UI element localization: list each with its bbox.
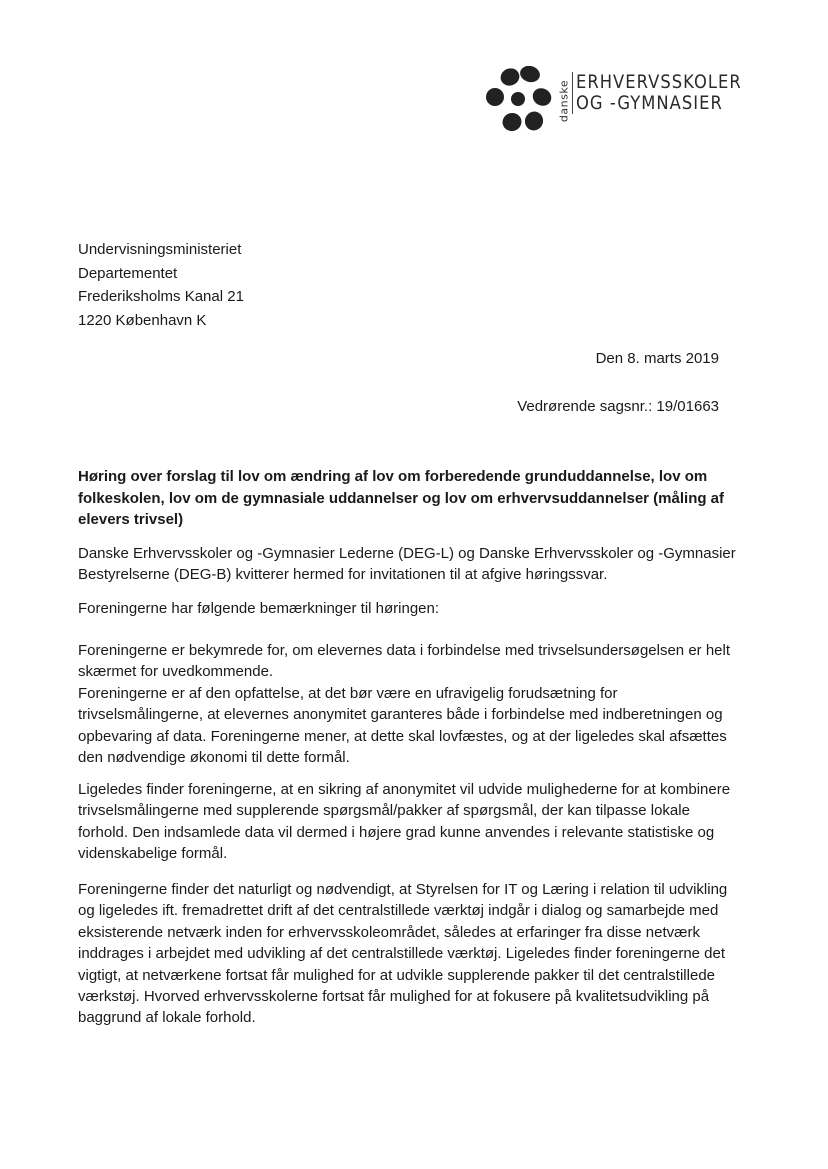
letter-date: Den 8. marts 2019 bbox=[595, 350, 719, 367]
paragraph-text: Foreningerne finder det naturligt og nødvendigt, at Styrelsen for IT og Læring i relation til udvikling og ligeledes ift. fremadrettet drift af det centralstillede værktøj indgår i dialog og samarbejde med eksisterende netværk inden for erhvervsskoleområdet, således at erfaringer fra disse netværk inddrages i arbejdet med udvikling af det centralstillede værktøj. Ligeledes finder foreningerne det vigtigt, at netværkene fortsat får mulighed for at udvikle supplerende pakker til det centralstillede værkstøj. Hvorved erhvervsskolerne fortsat får mulighed for at fokusere på kvalitetsudvikling på baggrund af lokale forhold. bbox=[78, 881, 728, 1027]
paragraph-text: Foreningerne har følgende bemærkninger til høringen: bbox=[78, 600, 440, 617]
logo-small-text: danske bbox=[557, 79, 571, 123]
intro-paragraph bbox=[78, 543, 738, 586]
case-reference: Vedrørende sagsnr.: 19/01663 bbox=[517, 398, 719, 415]
logo-line-2: OG -GYMNASIER bbox=[576, 92, 723, 114]
paragraph-text: Ligeledes finder foreningerne, at en sikring af anonymitet vil udvide mulighederne for at kombinere trivselsmålingerne med supplerende spørgsmål/pakker af spørgsmål, der kan tilpasse lokale forhold. Den indsamlede data vil dermed i højere grad kunne anvendes i relevante statistiske og videnskabelige formål. bbox=[78, 781, 731, 863]
address-line: Undervisningsministeriet bbox=[78, 241, 242, 258]
concern-paragraph bbox=[78, 640, 738, 768]
remarks-lead-paragraph bbox=[78, 598, 738, 619]
paragraph-text: Foreningerne er bekymrede for, om elevernes data i forbindelse med trivselsundersøgelsen er helt skærmet for uvedkommende. bbox=[78, 642, 731, 681]
address-line: Frederiksholms Kanal 21 bbox=[78, 288, 244, 305]
dialogue-paragraph bbox=[78, 879, 738, 1029]
anonymity-paragraph bbox=[78, 779, 738, 865]
recipient-address bbox=[78, 238, 244, 332]
paragraph-text: Danske Erhvervsskoler og -Gymnasier Lederne (DEG-L) og Danske Erhvervsskoler og -Gymnasier Bestyrelserne (DEG-B) kvitterer hermed for invitationen til at afgive høringssvar. bbox=[78, 545, 736, 584]
logo-divider bbox=[572, 72, 573, 114]
flower-petals-icon bbox=[484, 66, 556, 136]
letter-subject: Høring over forslag til lov om ændring af lov om forberedende grunduddannelse, lov om folkeskolen, lov om de gymnasiale uddannelser og lov om erhvervsuddannelser (måling af elevers trivsel) bbox=[78, 468, 725, 528]
address-line: Departementet bbox=[78, 264, 178, 282]
organization-logo bbox=[484, 66, 744, 136]
address-line: 1220 København K bbox=[78, 311, 207, 329]
logo-line-1: ERHVERVSSKOLER bbox=[576, 71, 742, 93]
paragraph-text: Foreningerne er af den opfattelse, at det bør være en ufravigelig forudsætning for trivselsmålingerne, at elevernes anonymitet garanteres både i forbindelse med indberetningen og opbevaring af data. Foreningerne mener, at dette skal lovfæstes, og at der ligeledes skal afsættes den nødvendige økonomi til dette formål. bbox=[78, 684, 727, 767]
